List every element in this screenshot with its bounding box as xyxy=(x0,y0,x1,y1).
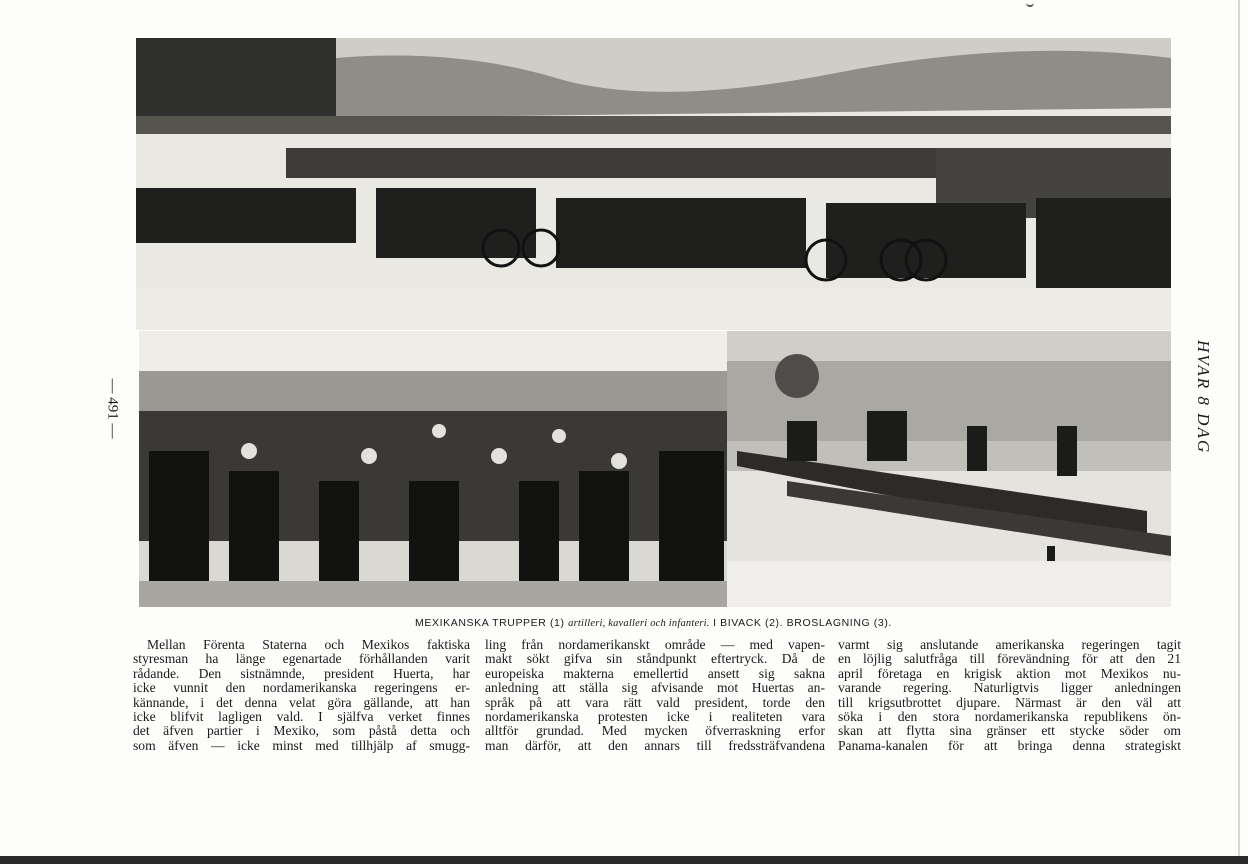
text-line: alltför grundad. Med mycken öfverraskning erfor xyxy=(485,724,825,739)
scan-bottom-border xyxy=(0,856,1248,864)
running-head: HVAR 8 DAG xyxy=(1194,340,1213,455)
page-number: — 491 — xyxy=(104,378,121,439)
text-line: söka i den stora nordamerikanska republikens ön- xyxy=(838,709,1181,724)
text-line: rådande. Den sistnämnde, president Huerta, har xyxy=(133,666,470,681)
page-edge-shadow xyxy=(1238,0,1240,856)
text-line: Mellan Förenta Staterna och Mexikos faktiska xyxy=(147,638,470,652)
text-line: en löjlig salutfråga till förevändning för att den 21 xyxy=(838,652,1181,667)
text-line: Panama-kanalen för att bringa denna strategiskt xyxy=(838,738,1181,753)
photo-caption xyxy=(136,617,1171,629)
caption-rest: I BIVACK (2). BROSLAGNING (3). xyxy=(713,617,892,629)
text-line: anledning att ställa sig afvisande mot Huertas an- xyxy=(485,681,825,696)
text-column-3 xyxy=(838,638,1181,753)
text-line: varmt sig anslutande amerikanska regeringen tagit xyxy=(838,638,1181,652)
photo-bivouac xyxy=(139,331,727,607)
text-line: kännande, i det denna velat göra gällande, att han xyxy=(133,695,470,710)
text-line: som äfven — icke minst med tillhjälp af smugg- xyxy=(133,738,470,753)
top-ink-mark xyxy=(1026,0,1034,7)
text-line: skan att flytta sina gränser ett stycke söder om xyxy=(838,724,1181,739)
text-column-2 xyxy=(485,638,825,753)
text-line: till krigsutbrottet djupare. Närmast är den väl att xyxy=(838,695,1181,710)
text-line: ling från nordamerikanskt område — med vapen- xyxy=(485,638,825,652)
text-line: europeiska makterna emellertid ansett sig sakna xyxy=(485,666,825,681)
text-line: icke vunnit den nordamerikanska regeringens er- xyxy=(133,681,470,696)
text-line: varande regering. Naturligtvis ligger anledningen xyxy=(838,681,1181,696)
photo-bridge-building xyxy=(727,331,1171,607)
text-line: man därför, att den annars till fredssträfvandena xyxy=(485,738,825,753)
text-line: det äfven partier i Mexiko, som påstå detta och xyxy=(133,724,470,739)
text-line: styresman ha länge egenartade förhållanden varit xyxy=(133,652,470,667)
text-line: icke blifvit lagligen vald. I själfva verket finnes xyxy=(133,709,470,724)
text-line: april företaga en krigisk aktion mot Mexikos nu- xyxy=(838,666,1181,681)
text-column-1 xyxy=(133,638,470,753)
text-line: nordamerikanska protesten icke i realiteten vara xyxy=(485,709,825,724)
photo-artillery-cavalry-infantry xyxy=(136,38,1171,330)
caption-main: MEXIKANSKA TRUPPER (1) xyxy=(415,617,565,629)
text-line: makt sökt gifva sin ståndpunkt eftertryck. Då de xyxy=(485,652,825,667)
caption-italic: artilleri, kavalleri och infanteri. xyxy=(568,618,710,629)
text-line: språk på att vara rätt vald president, torde den xyxy=(485,695,825,710)
